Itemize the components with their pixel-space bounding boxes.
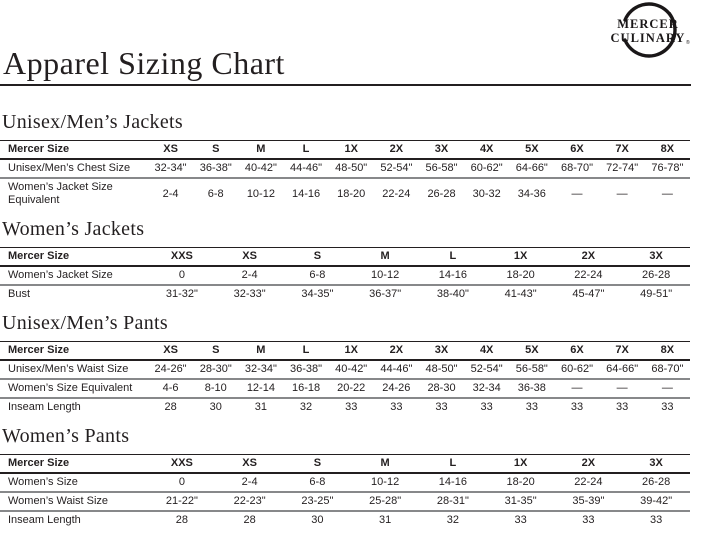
- mercer-culinary-logo: [597, 1, 699, 59]
- size-value-cell: 36-37": [369, 288, 402, 300]
- size-value-cell: 52-54": [464, 360, 509, 379]
- size-column-header: XS: [148, 342, 193, 361]
- size-column-header: 4X: [464, 141, 509, 160]
- size-column-header: 3X: [622, 248, 690, 267]
- size-value-cell: 28-31": [419, 492, 487, 511]
- size-value-cell: 10-12: [246, 187, 275, 200]
- size-value-cell: —: [600, 379, 645, 398]
- row-label: Women’s Size: [0, 473, 148, 492]
- size-column-header: 5X: [509, 342, 554, 361]
- size-value-cell: 48-50": [419, 360, 464, 379]
- size-value-cell: 10-12: [351, 266, 419, 285]
- size-value-cell: 14-16: [291, 187, 321, 200]
- size-column-header: 7X: [600, 342, 645, 361]
- size-value-cell: 21-22": [148, 492, 216, 511]
- size-value-cell: 24-26: [374, 379, 419, 398]
- size-value-cell: 36-38": [283, 360, 328, 379]
- size-value-cell: 32-34": [148, 159, 193, 178]
- size-value-cell: 33: [582, 514, 595, 526]
- size-column-header: XS: [216, 455, 284, 474]
- size-value-cell: 0: [148, 266, 216, 285]
- size-value-cell: 4-6: [148, 379, 193, 398]
- row-label: Inseam Length: [8, 514, 81, 526]
- size-value-cell: 30: [311, 514, 324, 526]
- size-value-cell: 34-36: [517, 187, 546, 200]
- size-column-header: 1X: [329, 141, 374, 160]
- size-value-cell: 32-33": [233, 288, 266, 300]
- size-column-header: 1X: [329, 342, 374, 361]
- size-value-cell: 33: [345, 401, 358, 413]
- size-column-header: 1X: [487, 248, 555, 267]
- title-divider: [0, 84, 691, 86]
- size-header-row: [0, 141, 690, 160]
- size-value-cell: 45-47": [572, 288, 605, 300]
- size-value-cell: 31: [379, 514, 392, 526]
- size-value-cell: 14-16: [419, 266, 487, 285]
- size-column-header: 6X: [554, 141, 599, 160]
- size-value-cell: 30-32: [472, 187, 501, 200]
- size-value-cell: 12-14: [238, 379, 283, 398]
- table-row: [0, 511, 690, 529]
- size-value-cell: 33: [390, 401, 403, 413]
- size-value-cell: 6-8: [284, 473, 352, 492]
- size-value-cell: 28-30": [193, 360, 238, 379]
- row-label-header: Mercer Size: [0, 141, 148, 160]
- size-value-cell: 35-39": [555, 492, 623, 511]
- table-row: [0, 159, 690, 178]
- size-value-cell: 16-18: [283, 379, 328, 398]
- section-women-s-pants: [0, 426, 690, 529]
- size-value-cell: 30: [209, 401, 222, 413]
- size-column-header: XXS: [148, 248, 216, 267]
- logo-line1: MERCER: [617, 17, 679, 31]
- size-value-cell: 36-38": [193, 159, 238, 178]
- size-column-header: 3X: [622, 455, 690, 474]
- row-label: Women’s Waist Size: [0, 492, 148, 511]
- size-column-header: S: [284, 248, 352, 267]
- size-value-cell: 32: [446, 514, 459, 526]
- size-column-header: L: [419, 455, 487, 474]
- sizing-table: [0, 140, 690, 209]
- size-value-cell: 72-74": [600, 159, 645, 178]
- size-value-cell: 18-20: [487, 473, 555, 492]
- size-value-cell: 2-4: [216, 266, 284, 285]
- section-heading: Women’s Pants: [2, 425, 130, 447]
- size-value-cell: 33: [525, 401, 538, 413]
- row-label: Unisex/Men’s Waist Size: [0, 360, 148, 379]
- size-value-cell: 31-35": [487, 492, 555, 511]
- size-value-cell: 40-42": [329, 360, 374, 379]
- size-value-cell: 52-54": [374, 159, 419, 178]
- size-value-cell: —: [554, 379, 599, 398]
- section-unisex-men-s-jackets: [0, 112, 690, 209]
- table-row: [0, 398, 690, 416]
- size-value-cell: 28: [175, 514, 188, 526]
- size-value-cell: 23-25": [284, 492, 352, 511]
- row-label: Women’s Jacket Size Equivalent: [8, 181, 113, 206]
- size-column-header: 8X: [645, 342, 690, 361]
- row-label-header: Mercer Size: [0, 455, 148, 474]
- size-column-header: M: [238, 342, 283, 361]
- size-value-cell: 36-38: [509, 379, 554, 398]
- section-unisex-men-s-pants: [0, 313, 690, 416]
- size-value-cell: 18-20: [487, 266, 555, 285]
- size-value-cell: 24-26": [148, 360, 193, 379]
- size-value-cell: 33: [616, 401, 629, 413]
- size-value-cell: 64-66": [600, 360, 645, 379]
- size-value-cell: 28: [243, 514, 256, 526]
- size-value-cell: 18-20: [337, 187, 366, 200]
- size-column-header: S: [193, 141, 238, 160]
- size-value-cell: 8-10: [193, 379, 238, 398]
- table-row: [0, 178, 690, 209]
- row-label-header: Mercer Size: [0, 342, 148, 361]
- size-value-cell: 28: [164, 401, 177, 413]
- size-value-cell: 26-28: [427, 187, 456, 200]
- size-column-header: XXS: [148, 455, 216, 474]
- size-value-cell: 33: [435, 401, 448, 413]
- row-label: Women’s Size Equivalent: [0, 379, 148, 398]
- table-row: [0, 360, 690, 379]
- size-value-cell: 33: [514, 514, 527, 526]
- size-value-cell: 6-8: [207, 187, 224, 200]
- table-row: [0, 266, 690, 285]
- size-value-cell: 60-62": [554, 360, 599, 379]
- size-header-row: [0, 342, 690, 361]
- size-column-header: 6X: [554, 342, 599, 361]
- size-value-cell: —: [645, 379, 690, 398]
- size-column-header: S: [284, 455, 352, 474]
- size-column-header: XS: [216, 248, 284, 267]
- section-heading: Unisex/Men’s Jackets: [2, 111, 183, 133]
- size-column-header: 8X: [645, 141, 690, 160]
- size-value-cell: 33: [480, 401, 493, 413]
- size-value-cell: 56-58": [419, 159, 464, 178]
- row-label-header: Mercer Size: [0, 248, 148, 267]
- size-value-cell: —: [571, 187, 583, 200]
- sizing-table: [0, 454, 690, 529]
- size-value-cell: 22-24: [382, 187, 411, 200]
- size-value-cell: 49-51": [640, 288, 673, 300]
- logo-registered-mark: ®: [686, 40, 690, 46]
- section-women-s-jackets: [0, 219, 690, 303]
- size-value-cell: 32: [299, 401, 313, 413]
- sizing-sections: [0, 112, 690, 539]
- size-value-cell: 44-46": [283, 159, 328, 178]
- size-value-cell: 0: [148, 473, 216, 492]
- sizing-table: [0, 341, 690, 416]
- size-value-cell: 22-24: [555, 266, 623, 285]
- size-column-header: L: [419, 248, 487, 267]
- table-row: [0, 492, 690, 511]
- size-value-cell: 26-28: [622, 266, 690, 285]
- table-row: [0, 379, 690, 398]
- size-value-cell: 76-78": [645, 159, 690, 178]
- size-column-header: 3X: [419, 342, 464, 361]
- logo-line2: CULINARY: [610, 31, 686, 45]
- size-column-header: 2X: [374, 141, 419, 160]
- size-column-header: M: [238, 141, 283, 160]
- section-heading: Women’s Jackets: [2, 218, 145, 240]
- size-column-header: 2X: [555, 455, 623, 474]
- row-label: Bust: [8, 288, 31, 300]
- size-column-header: XS: [148, 141, 193, 160]
- size-header-row: [0, 248, 690, 267]
- size-column-header: M: [351, 455, 419, 474]
- logo-brush-circle-icon: [597, 1, 699, 59]
- size-value-cell: 31-32": [165, 288, 198, 300]
- size-column-header: 3X: [419, 141, 464, 160]
- size-column-header: 1X: [487, 455, 555, 474]
- size-column-header: M: [351, 248, 419, 267]
- size-value-cell: 68-70": [645, 360, 690, 379]
- size-column-header: S: [193, 342, 238, 361]
- size-value-cell: 33: [650, 514, 663, 526]
- size-value-cell: —: [616, 187, 628, 200]
- size-value-cell: 6-8: [284, 266, 352, 285]
- size-column-header: 2X: [374, 342, 419, 361]
- row-label: Women’s Jacket Size: [0, 266, 148, 285]
- size-value-cell: 28-30: [419, 379, 464, 398]
- row-label: Unisex/Men’s Chest Size: [0, 159, 148, 178]
- size-value-cell: 44-46": [374, 360, 419, 379]
- size-value-cell: 33: [570, 401, 584, 413]
- size-value-cell: 14-16: [419, 473, 487, 492]
- size-value-cell: 60-62": [464, 159, 509, 178]
- size-value-cell: 26-28: [622, 473, 690, 492]
- size-value-cell: 41-43": [504, 288, 537, 300]
- sizing-table: [0, 247, 690, 303]
- size-column-header: 4X: [464, 342, 509, 361]
- size-value-cell: 22-23": [216, 492, 284, 511]
- size-value-cell: 20-22: [329, 379, 374, 398]
- size-value-cell: 32-34: [464, 379, 509, 398]
- size-value-cell: 25-28": [351, 492, 419, 511]
- size-value-cell: 38-40": [436, 288, 469, 300]
- size-value-cell: —: [661, 187, 673, 200]
- size-column-header: L: [283, 342, 328, 361]
- size-value-cell: 40-42": [238, 159, 283, 178]
- size-value-cell: 10-12: [351, 473, 419, 492]
- size-column-header: L: [283, 141, 328, 160]
- size-value-cell: 31: [254, 401, 268, 413]
- size-value-cell: 34-35": [301, 288, 334, 300]
- page-title: Apparel Sizing Chart: [3, 45, 285, 81]
- size-value-cell: 48-50": [329, 159, 374, 178]
- size-value-cell: 56-58": [509, 360, 554, 379]
- size-column-header: 5X: [509, 141, 554, 160]
- size-value-cell: 22-24: [555, 473, 623, 492]
- size-column-header: 7X: [600, 141, 645, 160]
- size-value-cell: 32-34": [238, 360, 283, 379]
- size-value-cell: 33: [661, 401, 674, 413]
- row-label: Inseam Length: [8, 401, 81, 413]
- table-row: [0, 473, 690, 492]
- size-value-cell: 64-66": [509, 159, 554, 178]
- size-value-cell: 39-42": [622, 492, 690, 511]
- size-value-cell: 2-4: [216, 473, 284, 492]
- size-value-cell: 2-4: [162, 187, 179, 200]
- size-value-cell: 68-70": [554, 159, 599, 178]
- table-row: [0, 285, 690, 303]
- size-column-header: 2X: [555, 248, 623, 267]
- section-heading: Unisex/Men’s Pants: [2, 312, 168, 334]
- size-header-row: [0, 455, 690, 474]
